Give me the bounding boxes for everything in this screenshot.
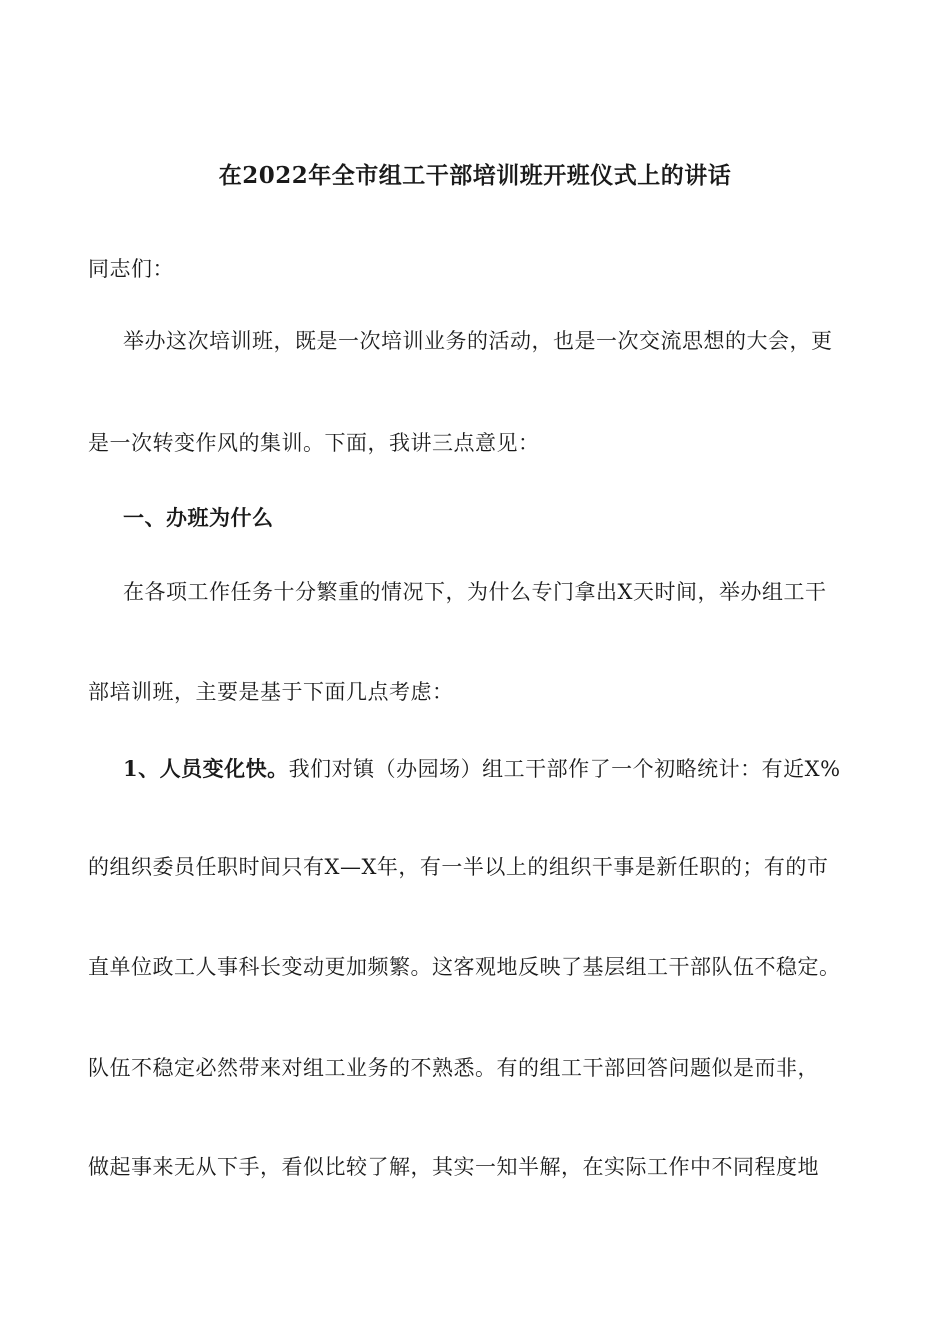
point-line — [123, 754, 868, 784]
salutation: 同志们： — [88, 257, 174, 281]
paragraph-line: 在各项工作任务十分繁重的情况下，为什么专门拿出X天时间，举办组工干 — [123, 580, 827, 604]
point-text: 我们对镇（办园场）组工干部作了一个初略统计：有近X% — [288, 757, 841, 781]
section-heading: 一、办班为什么 — [123, 505, 274, 530]
point-label: 1、人员变化快。 — [123, 756, 289, 781]
paragraph-line: 直单位政工人事科长变动更加频繁。这客观地反映了基层组工干部队伍不稳定。 — [88, 955, 841, 979]
paragraph-line: 队伍不稳定必然带来对组工业务的不熟悉。有的组工干部回答问题似是而非， — [88, 1056, 819, 1080]
paragraph-line: 做起事来无从下手，看似比较了解，其实一知半解，在实际工作中不同程度地 — [88, 1155, 819, 1179]
document-title: 在2022年全市组工干部培训班开班仪式上的讲话 — [218, 162, 732, 189]
paragraph-line: 是一次转变作风的集训。下面，我讲三点意见： — [88, 431, 540, 455]
paragraph-line: 的组织委员任职时间只有X—X年，有一半以上的组织干事是新任职的；有的市 — [88, 855, 829, 879]
paragraph-line: 部培训班，主要是基于下面几点考虑： — [88, 680, 454, 704]
paragraph-line: 举办这次培训班，既是一次培训业务的活动，也是一次交流思想的大会，更 — [123, 329, 833, 353]
